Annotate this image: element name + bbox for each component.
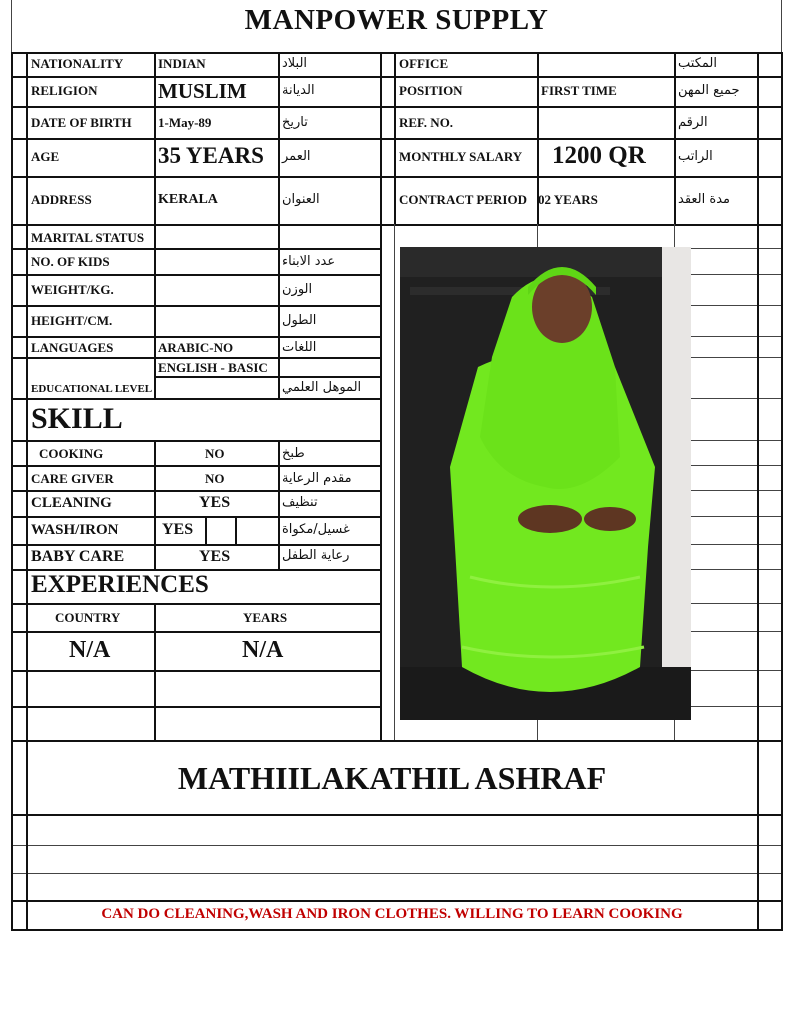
height-label: HEIGHT/CM. [31,313,113,328]
kids-arabic: عدد الابناء [282,254,336,269]
skill-cleaning-label: CLEANING [31,495,112,511]
weight-label: WEIGHT/KG. [31,282,114,297]
candidate-photo [400,247,691,720]
skill-cooking-label: COOKING [39,446,104,461]
skill-heading: SKILL [31,402,123,435]
salary-label: MONTHLY SALARY [399,149,523,164]
address-value: KERALA [158,192,218,207]
contract-label: CONTRACT PERIOD [399,192,527,207]
skill-cleaning-arabic: تنظيف [282,495,318,510]
experience-country-value: N/A [69,637,111,663]
skill-cleaning-value: YES [199,494,231,511]
marital-label: MARITAL STATUS [31,230,145,245]
skill-babycare-arabic: رعاية الطفل [282,548,350,563]
experience-years-value: N/A [242,637,284,663]
office-label: OFFICE [399,56,449,71]
skill-caregiver-arabic: مقدم الرعاية [282,471,352,486]
religion-label: RELIGION [31,83,98,98]
age-value: 35 YEARS [158,143,264,168]
salary-value: 1200 QR [552,142,646,169]
address-label: ADDRESS [31,192,92,207]
skill-washiron-label: WASH/IRON [31,522,119,538]
office-arabic: المكتب [678,56,717,71]
height-arabic: الطول [282,313,317,328]
contract-value: 02 YEARS [538,192,598,207]
nationality-value: INDIAN [158,56,206,71]
position-value: FIRST TIME [541,83,617,98]
dob-label: DATE OF BIRTH [31,115,132,130]
skill-washiron-arabic: غسيل/مكواة [282,522,350,537]
position-arabic: جميع المهن [678,83,740,98]
ref-arabic: الرقم [678,115,708,130]
candidate-photo-illustration [400,247,691,720]
experience-heading: EXPERIENCES [31,571,209,598]
ref-label: REF. NO. [399,115,454,130]
nationality-arabic: البلاد [282,56,308,71]
skill-babycare-label: BABY CARE [31,548,125,565]
candidate-name: MATHIILAKATHIL ASHRAF [177,760,607,796]
education-label: EDUCATIONAL LEVEL [31,383,153,395]
experience-years-header: YEARS [243,610,288,625]
salary-arabic: الراتب [678,149,713,164]
religion-arabic: الديانة [282,83,315,98]
contract-arabic: مدة العقد [678,192,730,207]
experience-country-header: COUNTRY [55,610,121,625]
skill-caregiver-value: NO [205,471,225,486]
position-label: POSITION [399,83,463,98]
language-english-value: ENGLISH - BASIC [158,360,268,375]
languages-arabic: اللغات [282,340,317,355]
weight-arabic: الوزن [282,282,313,297]
skill-washiron-value: YES [162,521,194,538]
frame-line [11,0,12,52]
address-arabic: العنوان [282,192,320,207]
kids-label: NO. OF KIDS [31,254,110,269]
age-label: AGE [31,149,60,164]
document-title: MANPOWER SUPPLY [244,4,549,36]
nationality-label: NATIONALITY [31,56,124,71]
language-arabic-value: ARABIC-NO [158,340,234,355]
frame-line [781,0,782,52]
skill-cooking-value: NO [205,446,225,461]
age-arabic: العمر [282,149,311,164]
dob-arabic: تاريخ [282,115,308,130]
education-arabic: الموهل العلمي [282,380,362,395]
skill-caregiver-label: CARE GIVER [31,471,114,486]
skill-cooking-arabic: طبخ [282,446,305,461]
religion-value: MUSLIM [158,79,247,103]
skill-babycare-value: YES [199,548,231,565]
remark-text: CAN DO CLEANING,WASH AND IRON CLOTHES. WILLING TO LEARN COOKING [101,906,683,922]
dob-value: 1-May-89 [158,115,212,130]
languages-label: LANGUAGES [31,340,114,355]
